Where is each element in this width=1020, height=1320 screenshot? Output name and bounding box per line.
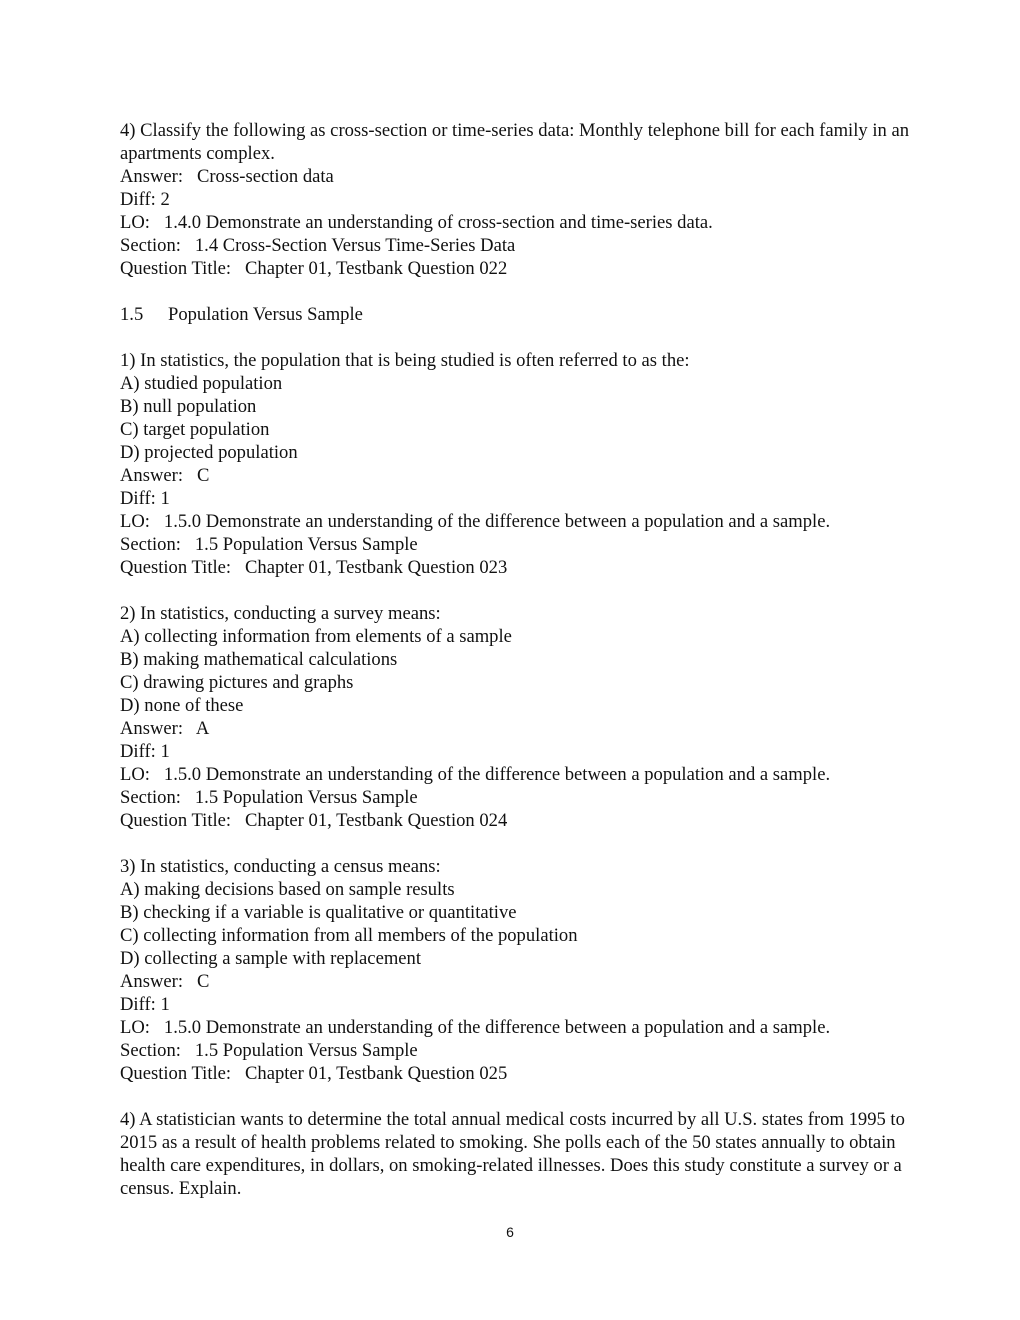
difficulty-line: Diff: 2 [120,189,170,210]
question-block [120,1108,910,1200]
option-b: B) checking if a variable is qualitative or quantitative [120,902,517,923]
page-number: 6 [506,1224,514,1240]
question-text: 4) Classify the following as cross-section or time-series data: Monthly telephone bill for each family in an apartments complex. [120,120,909,164]
question-title-line: Question Title: Chapter 01, Testbank Question 024 [120,810,508,831]
question-block [120,855,910,1085]
section-line: Section: 1.5 Population Versus Sample [120,534,418,555]
document-page [120,119,910,1200]
question-text: 1) In statistics, the population that is being studied is often referred to as the: [120,350,690,371]
option-d: D) projected population [120,442,298,463]
option-a: A) studied population [120,373,283,394]
question-title-line: Question Title: Chapter 01, Testbank Question 022 [120,258,508,279]
answer-line: Answer: A [120,718,210,739]
question-title-line: Question Title: Chapter 01, Testbank Question 025 [120,1063,508,1084]
question-text: 4) A statistician wants to determine the total annual medical costs incurred by all U.S. states from 1995 to 2015 as a result of health problems related to smoking. She polls each of the 50 states annually to obtain health care expenditures, in dollars, on smoking-related illnesses. Does this study constitute a survey or a census. Explain. [120,1109,905,1199]
question-title-line: Question Title: Chapter 01, Testbank Question 023 [120,557,508,578]
option-d: D) none of these [120,695,244,716]
option-c: C) target population [120,419,270,440]
question-block [120,602,910,832]
learning-objective-line: LO: 1.5.0 Demonstrate an understanding of the difference between a population and a sample. [120,764,831,785]
question-block [120,119,910,280]
learning-objective-line: LO: 1.5.0 Demonstrate an understanding of the difference between a population and a sample. [120,1017,831,1038]
answer-line: Answer: Cross-section data [120,166,334,187]
option-b: B) making mathematical calculations [120,649,398,670]
question-text: 2) In statistics, conducting a survey means: [120,603,441,624]
section-line: Section: 1.4 Cross-Section Versus Time-Series Data [120,235,516,256]
answer-line: Answer: C [120,465,210,486]
difficulty-line: Diff: 1 [120,741,170,762]
section-line: Section: 1.5 Population Versus Sample [120,787,418,808]
question-text: 3) In statistics, conducting a census means: [120,856,441,877]
option-c: C) collecting information from all members of the population [120,925,578,946]
difficulty-line: Diff: 1 [120,488,170,509]
answer-line: Answer: C [120,971,210,992]
difficulty-line: Diff: 1 [120,994,170,1015]
option-a: A) making decisions based on sample results [120,879,455,900]
section-line: Section: 1.5 Population Versus Sample [120,1040,418,1061]
section-heading [120,303,910,326]
option-d: D) collecting a sample with replacement [120,948,421,969]
learning-objective-line: LO: 1.4.0 Demonstrate an understanding of cross-section and time-series data. [120,212,713,233]
learning-objective-line: LO: 1.5.0 Demonstrate an understanding of the difference between a population and a sample. [120,511,831,532]
option-c: C) drawing pictures and graphs [120,672,354,693]
option-a: A) collecting information from elements of a sample [120,626,512,647]
question-block [120,349,910,579]
section-heading-title: Population Versus Sample [168,304,363,325]
section-heading-number: 1.5 [120,304,144,325]
option-b: B) null population [120,396,257,417]
